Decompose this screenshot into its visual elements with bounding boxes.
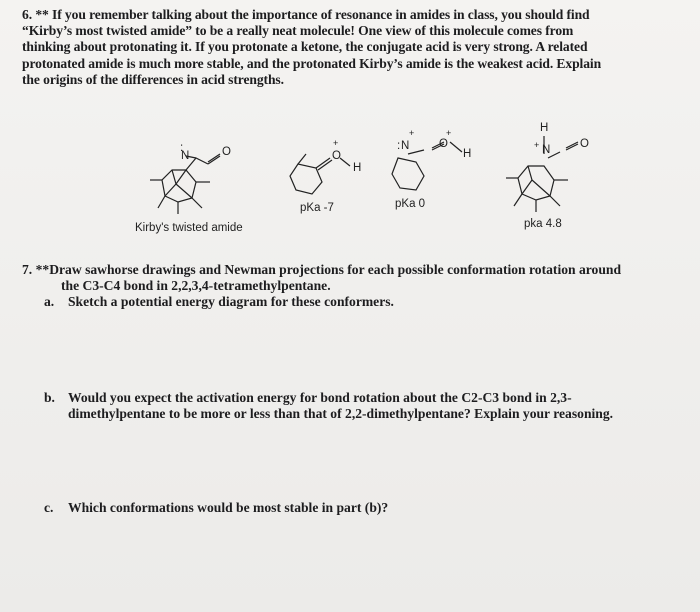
- protonated-ketone-structure: [290, 154, 350, 194]
- question-6: [22, 7, 694, 88]
- ketone-pka-label: pKa -7: [300, 202, 334, 214]
- kirby-lone-pair: :: [180, 142, 184, 154]
- chemical-structures: [0, 118, 700, 238]
- question-7-text-1: **Draw sawhorse drawings and Newman projections for each possible conformation rotation around: [35, 262, 622, 277]
- amide-h-atom: H: [463, 148, 472, 160]
- amide-n-atom: N: [401, 140, 410, 152]
- kirby-prot-o-atom: O: [580, 138, 589, 150]
- question-7b-label: b.: [44, 390, 55, 405]
- structures-drawing: [0, 118, 700, 238]
- question-6-text-1: ** If you remember talking about the importance of resonance in amides in class, you should find: [35, 7, 590, 22]
- amide-o-atom: O: [439, 138, 448, 150]
- amide-o-charge: +: [446, 128, 452, 138]
- kirby-prot-h-atom: H: [540, 122, 549, 134]
- kirby-prot-charge: +: [534, 140, 540, 150]
- question-7c-text: Which conformations would be most stable in part (b)?: [68, 500, 389, 515]
- question-6-line-4: protonated amide is much more stable, and the protonated Kirby’s amide is the weakest acid. Explain: [22, 55, 602, 71]
- ketone-charge: +: [333, 138, 339, 148]
- question-7a-text: Sketch a potential energy diagram for these conformers.: [68, 294, 394, 309]
- kirby-prot-pka-label: pka 4.8: [524, 218, 562, 230]
- question-7b: [44, 390, 694, 422]
- question-7-number: 7.: [22, 262, 33, 277]
- question-7-line-2: the C3-C4 bond in 2,2,3,4-tetramethylpentane.: [61, 278, 331, 293]
- question-7: [22, 262, 700, 294]
- ketone-o-atom: O: [332, 150, 341, 162]
- question-7a-label: a.: [44, 294, 55, 309]
- amide-pka-label: pKa 0: [395, 198, 426, 210]
- question-6-line-5: the origins of the differences in acid strengths.: [22, 71, 284, 87]
- kirby-o-atom: O: [222, 146, 231, 158]
- kirby-n-atom: N: [181, 150, 190, 162]
- question-6-number: 6.: [22, 7, 32, 22]
- ketone-h-atom: H: [353, 162, 362, 174]
- question-6-line-2: “Kirby’s most twisted amide” to be a really neat molecule! One view of this molecule comes from: [22, 23, 574, 39]
- kirby-prot-n-atom: N: [542, 144, 551, 156]
- question-7c: [44, 500, 694, 516]
- question-6-line-3: thinking about protonating it. If you protonate a ketone, the conjugate acid is very strong. A related: [22, 39, 588, 55]
- question-7b-text-2: dimethylpentane to be more or less than that of 2,2-dimethylpentane? Explain your reasoning.: [68, 406, 614, 421]
- kirby-amide-label: Kirby's twisted amide: [135, 222, 243, 234]
- kirby-amide-structure: [150, 154, 220, 214]
- amide-n-charge: +: [409, 128, 415, 138]
- question-7-line-1: [22, 262, 700, 278]
- question-7b-text-1: Would you expect the activation energy for bond rotation about the C2-C3 bond in 2,3-: [68, 390, 572, 405]
- question-6-line-1: [22, 7, 694, 23]
- question-7a: [44, 294, 694, 310]
- amide-lone-pair: :: [397, 140, 401, 152]
- question-7c-label: c.: [44, 500, 54, 515]
